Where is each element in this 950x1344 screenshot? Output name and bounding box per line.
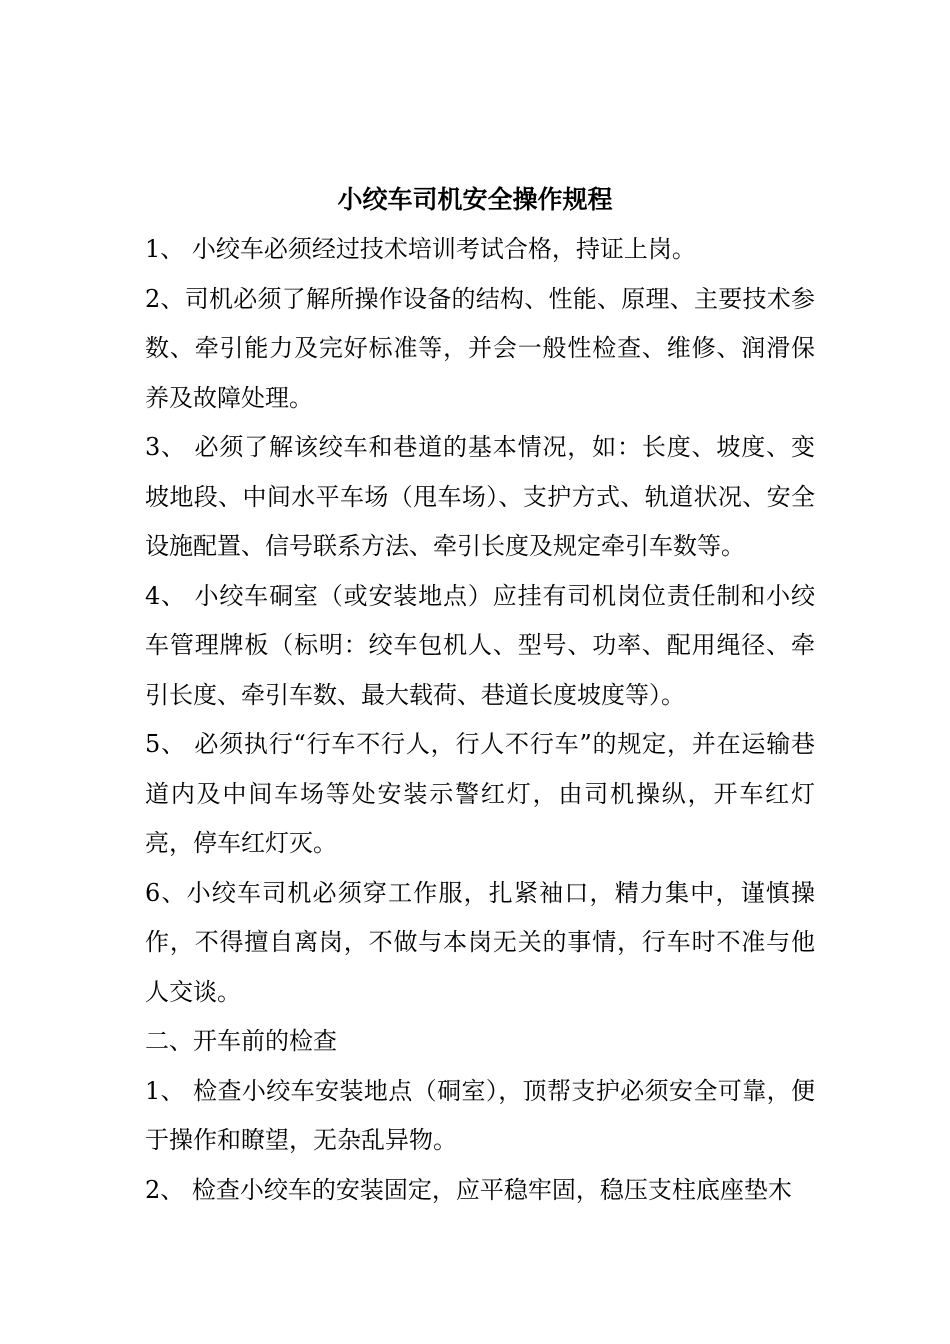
paragraph-rule-6: 6、小绞车司机必须穿工作服，扎紧袖口，精力集中，谨慎操作，不得擅自离岗，不做与本岗无关的事情，行车时不准与他人交谈。 <box>145 878 815 1006</box>
paragraph-check-1: 1、 检查小绞车安装地点（硐室），顶帮支护必须安全可靠，便于操作和瞭望，无杂乱异物。 <box>145 1076 815 1154</box>
paragraph-rule-1: 1、 小绞车必须经过技术培训考试合格，持证上岗。 <box>145 235 696 263</box>
section-heading-pre-start-check: 二、开车前的检查 <box>145 1027 337 1055</box>
document-body <box>145 225 815 1215</box>
paragraph-rule-5: 5、 必须执行“行车不行人，行人不行车”的规定，并在运输巷道内及中间车场等处安装示警红灯，由司机操纵，开车红灯亮，停车红灯灭。 <box>145 730 815 857</box>
paragraph-check-2: 2、 检查小绞车的安装固定，应平稳牢固，稳压支柱底座垫木 <box>145 1175 792 1204</box>
document-title: 小绞车司机安全操作规程 <box>337 185 613 214</box>
paragraph-rule-3: 3、 必须了解该绞车和巷道的基本情况，如：长度、坡度、变坡地段、中间水平车场（甩车场）、支护方式、轨道状况、安全设施配置、信号联系方法、牵引长度及规定牵引车数等。 <box>145 433 815 560</box>
paragraph-rule-2: 2、司机必须了解所操作设备的结构、性能、原理、主要技术参数、牵引能力及完好标准等，并会一般性检查、维修、润滑保养及故障处理。 <box>145 284 815 412</box>
paragraph-rule-4: 4、 小绞车硐室（或安装地点）应挂有司机岗位责任制和小绞车管理牌板（标明：绞车包机人、型号、功率、配用绳径、牵引长度、牵引车数、最大载荷、巷道长度坡度等）。 <box>145 581 815 709</box>
